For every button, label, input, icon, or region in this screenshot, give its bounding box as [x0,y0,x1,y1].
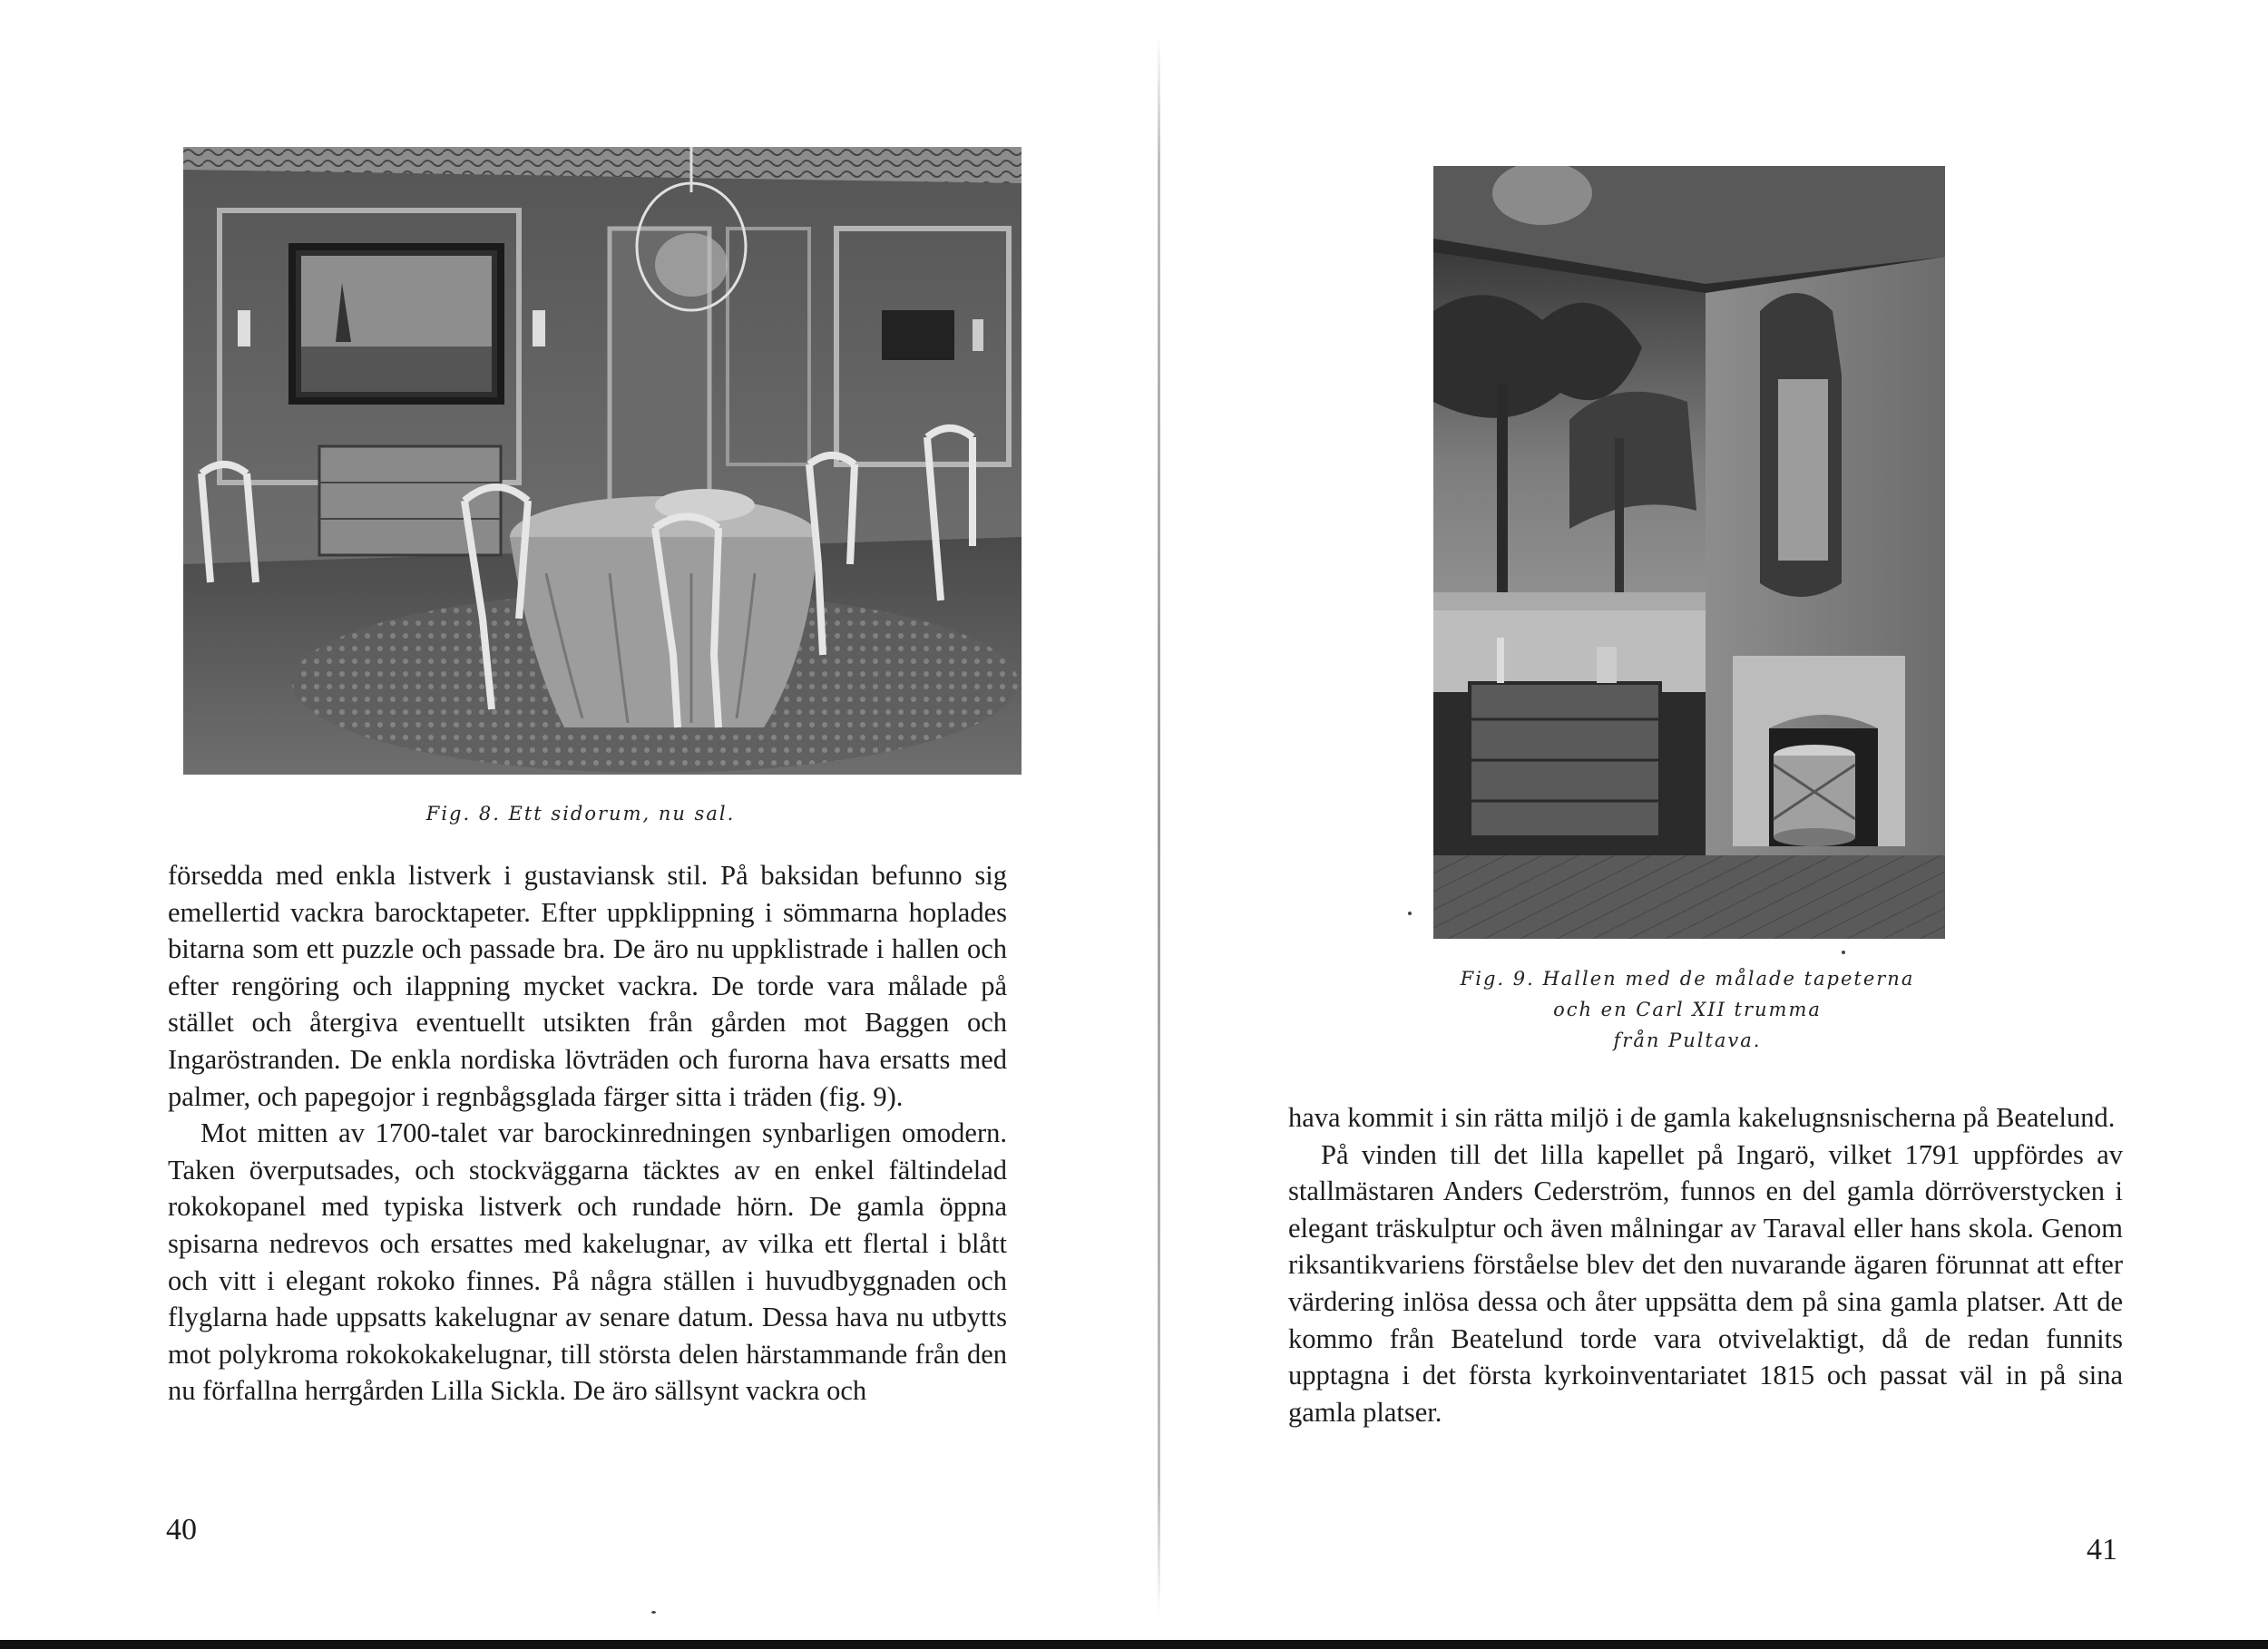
dining-room-illustration [183,147,1022,775]
left-body-text [168,857,1007,1410]
figure-9-caption: Fig. 9. Hallen med de målade tapeterna och en Carl XII trumma från Pultava. [1460,968,1915,1051]
right-paragraph-2: På vinden till det lilla kapellet på Ingarö, vilket 1791 uppfördes av stallmästaren Anders Cederström, funnos en del gamla dörröverstycken i elegant träskulptur och även målningar av Taraval eller hans skola. Genom riksantikvariens förståelse blev det den nuvarande ägaren förunnat att efter värdering inlösa dessa och åter uppsätta dem på sina gamla platser. Att de kommo från Beatelund torde vara otvivelaktigt, då de redan funnits upptagna i det första kyrkoinventariatet 1815 och passat väl in på sina gamla platser. [1288,1138,2123,1428]
left-paragraph-1: försedda med enkla listverk i gustaviansk stil. På baksidan befunno sig emellertid vackra barocktapeter. Efter uppklippning i sömmarna hoplades bitarna som ett puzzle och passade bra. De äro nu uppklistrade i hallen och efter rengöring och ilappning mycket vackra. De torde vara målade på stället och återgiva eventuellt utsikten från gården mot Baggen och Ingaröstranden. De enkla nordiska lövträden och furorna hava ersatts med palmer, och papegojor i regnbågsglada färger sitta i träden (fig. 9). [168,860,1007,1112]
scan-speck [1842,951,1845,954]
left-paragraph-2: Mot mitten av 1700-talet var barockinredningen synbarligen omodern. Taken överputsades, och stockväggarna täcktes av en enkel fältindelad rokokopanel med typiska listverk och rundade hörn. De gamla öppna spisarna nedrevos och ersattes med kakelugnar, av vilka ett flertal i blått och vitt i elegant rokoko finnes. På några ställen i huvudbyggnaden och flyglarna hade uppsatts kakelugnar av senare datum. Dessa hava nu utbytts mot polykroma rokokokakelugnar, till största delen härstammande från den nu förfallna herrgården Lilla Sickla. De äro sällsynt vackra och [168,1117,1007,1407]
hall-illustration [1433,166,1945,939]
figure-8-caption: Fig. 8. Ett sidorum, nu sal. [425,803,736,824]
figure-9-photo [1433,166,1945,939]
page-number-right: 41 [2087,1533,2117,1566]
scan-speck [651,1611,656,1614]
right-body-text [1288,1099,2123,1430]
scan-speck [1408,912,1412,915]
right-page [1161,0,2268,1649]
right-paragraph-1: hava kommit i sin rätta miljö i de gamla kakelugnsnischerna på Beatelund. [1288,1102,2116,1133]
scan-edge [0,1640,2268,1649]
book-gutter [1158,36,1160,1615]
page-number-left: 40 [166,1513,197,1547]
figure-8-photo [183,147,1022,775]
